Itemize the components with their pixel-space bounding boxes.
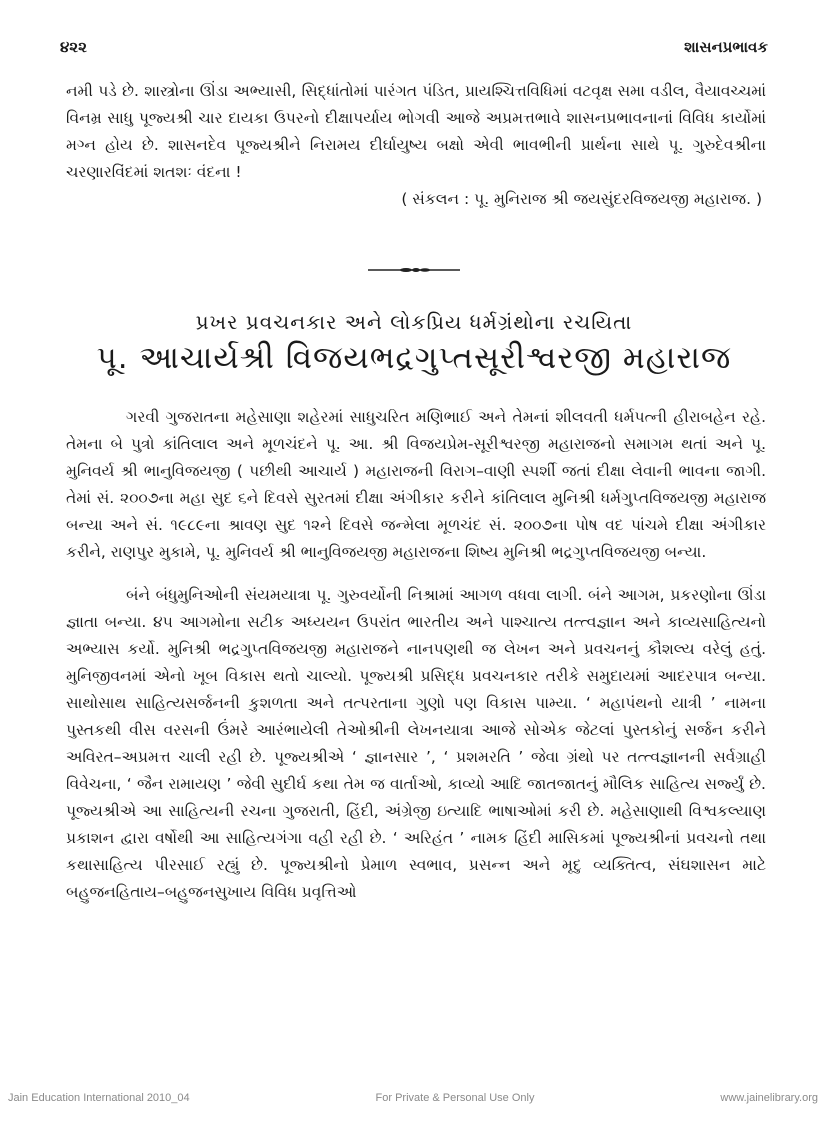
page-header xyxy=(60,38,768,56)
article-paragraph: બંને બંધુમુનિઓની સંયમયાત્રા પૂ. ગુરુવર્યોની નિશ્રામાં આગળ વધવા લાગી. બંને આગમ, પ્રકરણોના ઊંડા જ્ઞાતા બન્યા. ૪૫ આગમોના સટીક અધ્યયન ઉપરાંત ભારતીય અને પાશ્ચાત્ય તત્ત્વજ્ઞાન અને કાવ્યસાહિત્યનો અભ્યાસ કર્યો. મુનિશ્રી ભદ્રગુપ્તવિજયજી મહારાજને નાનપણથી જ લેખન અને પ્રવચનનું કૌશલ્ય વરેલું હતું. મુનિજીવનમાં એનો ખૂબ વિકાસ થતો ચાલ્યો. પૂજ્યશ્રી પ્રસિદ્ધ પ્રવચનકાર તરીકે સમુદાયમાં આદરપાત્ર બન્યા. સાથોસાથ સાહિત્યસર્જનની કુશળતા અને તત્પરતાના ગુણો પણ વિકાસ પામ્યા. ‘ મહાપંથનો યાત્રી ’ નામના પુસ્તકથી વીસ વરસની ઉંમરે આરંભાયેલી તેઓશ્રીની લેખનયાત્રા આજે સોએક જેટલાં પુસ્તકોનું સર્જન કરીને અવિરત–અપ્રમત્ત ચાલી રહી છે. પૂજ્યશ્રીએ ‘ જ્ઞાનસાર ’, ‘ પ્રશમરતિ ’ જેવા ગ્રંથો પર તત્ત્વજ્ઞાનની સર્વગ્રાહી વિવેચના, ‘ જૈન રામાયણ ’ જેવી સુદીર્ઘ કથા તેમ જ વાર્તાઓ, કાવ્યો આદિ જાતજાતનું મૌલિક સાહિત્ય સર્જ્યું છે. પૂજ્યશ્રીએ આ સાહિત્યની રચના ગુજરાતી, હિંદી, અંગ્રેજી ઇત્યાદિ ભાષાઓમાં કરી છે. મહેસાણાથી વિશ્વકલ્યાણ પ્રકાશન દ્વારા વર્ષોથી આ સાહિત્યગંગા વહી રહી છે. ‘ અરિહંત ’ નામક હિંદી માસિકમાં પૂજ્યશ્રીનાં પ્રવચનો તથા કથાસાહિત્ય પીરસાઈ રહ્યું છે. પૂજ્યશ્રીનો પ્રેમાળ સ્વભાવ, પ્રસન્ન અને મૃદુ વ્યક્તિત્વ, સંઘશાસન માટે બહુજનહિતાય–બહુજનસુખાય વિવિધ પ્રવૃત્તિઓ xyxy=(66,586,766,901)
intro-section xyxy=(66,78,766,213)
page-footer xyxy=(8,1092,818,1104)
article-title: પૂ. આચાર્યશ્રી વિજયભદ્રગુપ્તસૂરીશ્વરજી મહારાજ xyxy=(96,340,732,376)
page-number: ૪૨૨ xyxy=(60,38,87,56)
running-title: શાસનપ્રભાવક xyxy=(684,38,768,56)
ornamental-divider-icon xyxy=(368,268,460,272)
footer-publisher: Jain Education International 2010_04 xyxy=(8,1092,190,1104)
article-body xyxy=(66,404,766,906)
article-paragraph: ગરવી ગુજરાતના મહેસાણા શહેરમાં સાધુચરિત મણિભાઈ અને તેમનાં શીલવતી ધર્મપત્ની હીરાબહેન રહે. તેમના બે પુત્રો કાંતિલાલ અને મૂળચંદને પૂ. આ. શ્રી વિજયપ્રેમ-સૂરીશ્વરજી મહારાજનો સમાગમ થતાં અને પૂ. મુનિવર્ય શ્રી ભાનુવિજયજી ( પછીથી આચાર્ય ) મહારાજની વિરાગ–વાણી સ્પર્શી જતાં દીક્ષા લેવાની ભાવના જાગી. તેમાં સં. ૨૦૦૭ના મહા સુદ ૬ને દિવસે સુરતમાં દીક્ષા અંગીકાર કરીને કાંતિલાલ મુનિશ્રી ધર્મગુપ્તવિજયજી મહારાજ બન્યા અને સં. ૧૯૮૯ના શ્રાવણ સુદ ૧૨ને દિવસે જન્મેલા મૂળચંદ સં. ૨૦૦૭ના પોષ વદ પાંચમે દીક્ષા અંગીકાર કરીને, રાણપુર મુકામે, પૂ. મુનિવર્ય શ્રી ભાનુવિજયજી મહારાજના શિષ્ય મુનિશ્રી ભદ્રગુપ્તવિજયજી બન્યા. xyxy=(66,408,766,561)
footer-usage-note: For Private & Personal Use Only xyxy=(375,1092,535,1104)
article-subtitle: પ્રખર પ્રવચનકાર અને લોકપ્રિય ધર્મગ્રંથોના રચયિતા xyxy=(195,310,633,334)
intro-paragraph: નમી પડે છે. શાસ્ત્રોના ઊંડા અભ્યાસી, સિદ્ધાંતોમાં પારંગત પંડિત, પ્રાયશ્ચિત્તવિધિમાં વટવૃક્ષ સમા વડીલ, વૈયાવચ્ચમાં વિનમ્ર સાધુ પૂજ્યશ્રી ચાર દાયકા ઉપરનો દીક્ષાપર્યાય ભોગવી આજે અપ્રમત્તભાવે શાસનપ્રભાવનાનાં વિવિધ કાર્યોમાં મગ્ન હોય છે. શાસનદેવ પૂજ્યશ્રીને નિરામય દીર્ઘાયુષ્ય બક્ષો એવી ભાવભીની પ્રાર્થના સાથે પૂ. ગુરુદેવશ્રીના ચરણારવિંદમાં શતશઃ વંદના ! xyxy=(66,82,766,181)
compiler-credit: ( સંકલન : પૂ. મુનિરાજ શ્રી જયસુંદરવિજયજી મહારાજ. ) xyxy=(401,190,762,208)
footer-website: www.jainelibrary.org xyxy=(720,1092,818,1104)
